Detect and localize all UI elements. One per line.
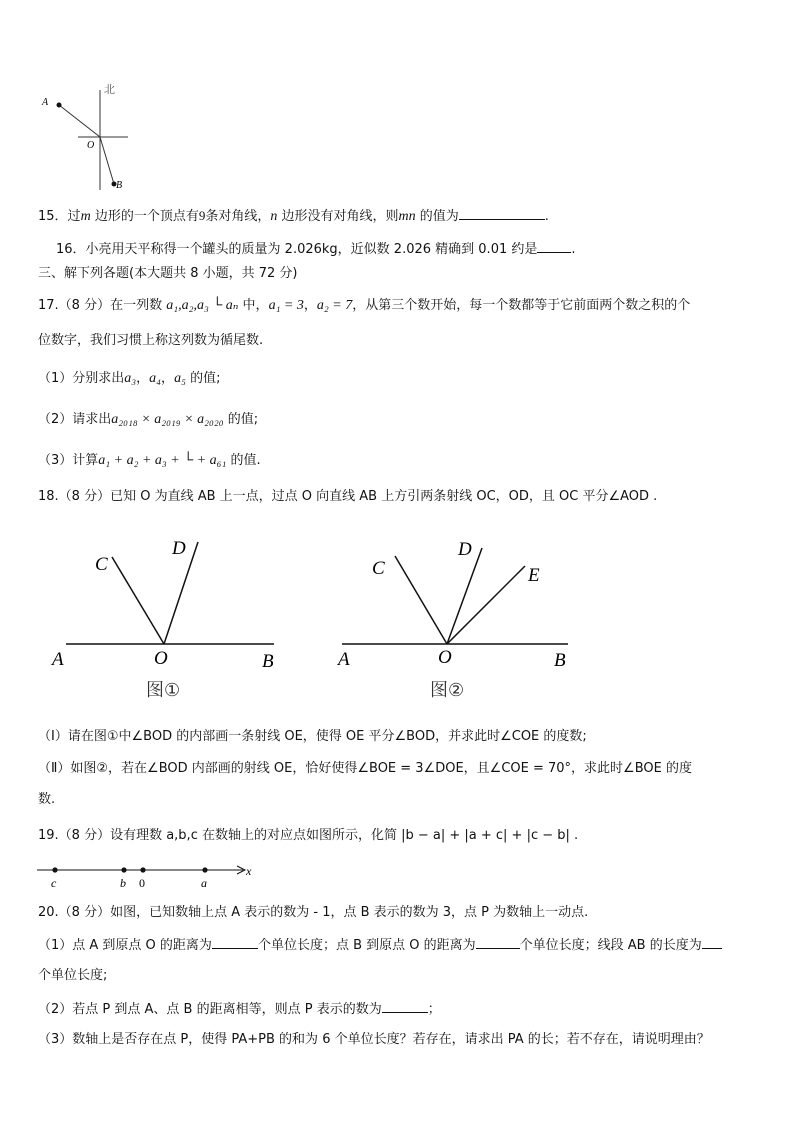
fig1-label-b: B	[262, 651, 274, 672]
question-17-line-1: 17.（8 分）在一列数 a₁,a₂,a₃ └ aₙ 中，a₁ = 3，a₂ = 7，从第三个数开始，每一个数都等于它前面两个数之积的个	[38, 298, 691, 313]
compass-figure	[38, 80, 138, 195]
question-15: 15．过m 边形的一个顶点有9条对角线，n 边形没有对角线，则mn 的值为 .	[38, 208, 549, 224]
axis-label-zero: 0	[139, 876, 145, 890]
question-20-part-1: （1）点 A 到原点 O 的距离为 个单位长度；点 B 到原点 O 的距离为 个单位长度；线段 AB 的长度为	[38, 935, 722, 956]
q16-answer-blank[interactable]	[537, 239, 571, 253]
axis-label-c: c	[51, 876, 57, 890]
compass-point-a-label: A	[42, 97, 49, 108]
fig1-label-a: A	[52, 649, 64, 670]
question-18: 18.（8 分）已知 O 为直线 AB 上一点，过点 O 向直线 AB 上方引两条射线 OC，OD，且 OC 平分∠AOD .	[38, 489, 658, 504]
fig1-label-o: O	[154, 648, 168, 669]
question-20: 20.（8 分）如图，已知数轴上点 A 表示的数为 - 1，点 B 表示的数为 3，点 P 为数轴上一动点.	[38, 905, 589, 920]
axis-label-a: a	[201, 876, 207, 890]
fig2-label-o: O	[438, 647, 452, 668]
fig2-label-b: B	[554, 650, 566, 671]
axis-label-b: b	[120, 876, 126, 890]
fig2-label-d: D	[458, 539, 472, 560]
figure-2-angles	[330, 532, 580, 704]
question-17-part-3: （3）计算a₁ + a₂ + a₃ + └ + a₆₁ 的值.	[38, 453, 261, 468]
question-18-part-1: （Ⅰ）请在图①中∠BOD 的内部画一条射线 OE，使得 OE 平分∠BOD，并求此时∠COE 的度数;	[38, 729, 587, 744]
q20-blank-3[interactable]	[702, 935, 722, 949]
figure-1-angles	[40, 532, 290, 704]
compass-north-label: 北	[104, 83, 115, 96]
question-17-part-1: （1）分别求出a₃，a₄，a₅ 的值;	[38, 371, 221, 386]
q15-answer-blank[interactable]	[459, 206, 545, 220]
fig1-caption: 图①	[146, 680, 181, 701]
question-16: 16．小亮用天平称得一个罐头的质量为 2.026kg，近似数 2.026 精确到 0.01 约是 .	[56, 239, 576, 260]
question-20-part-1-cont: 个单位长度;	[38, 968, 108, 983]
fig2-label-c: C	[372, 558, 385, 579]
section-3-heading: 三、解下列各题(本大题共 8 小题，共 72 分)	[38, 266, 298, 281]
fig1-label-c: C	[95, 554, 108, 575]
q20-blank-1[interactable]	[212, 935, 258, 949]
fig1-label-d: D	[172, 538, 186, 559]
fig2-label-a: A	[338, 649, 350, 670]
number-line-q19	[35, 858, 265, 892]
question-17-line-2: 位数字，我们习惯上称这列数为循尾数.	[38, 333, 264, 348]
compass-origin-label: O	[87, 140, 95, 151]
fig2-caption: 图②	[430, 680, 465, 701]
question-18-part-2-cont: 数.	[38, 792, 56, 807]
question-18-part-2: （Ⅱ）如图②，若在∠BOD 内部画的射线 OE，恰好使得∠BOE = 3∠DOE，且∠COE = 70°，求此时∠BOE 的度	[38, 761, 692, 776]
question-17-part-2: （2）请求出a₂₀₁₈ × a₂₀₁₉ × a₂₀₂₀ 的值;	[38, 412, 259, 427]
compass-point-b-label: B	[116, 180, 123, 191]
question-19: 19.（8 分）设有理数 a,b,c 在数轴上的对应点如图所示，化简 |b − a| + |a + c| + |c − b| .	[38, 828, 579, 843]
question-20-part-3: （3）数轴上是否存在点 P，使得 PA+PB 的和为 6 个单位长度？若存在，请求出 PA 的长；若不存在，请说明理由？	[38, 1032, 710, 1047]
q20-blank-4[interactable]	[382, 999, 428, 1013]
axis-label-x: x	[246, 864, 252, 878]
question-20-part-2: （2）若点 P 到点 A、点 B 的距离相等，则点 P 表示的数为 ；	[38, 999, 441, 1020]
fig2-label-e: E	[528, 565, 540, 586]
q20-blank-2[interactable]	[476, 935, 520, 949]
